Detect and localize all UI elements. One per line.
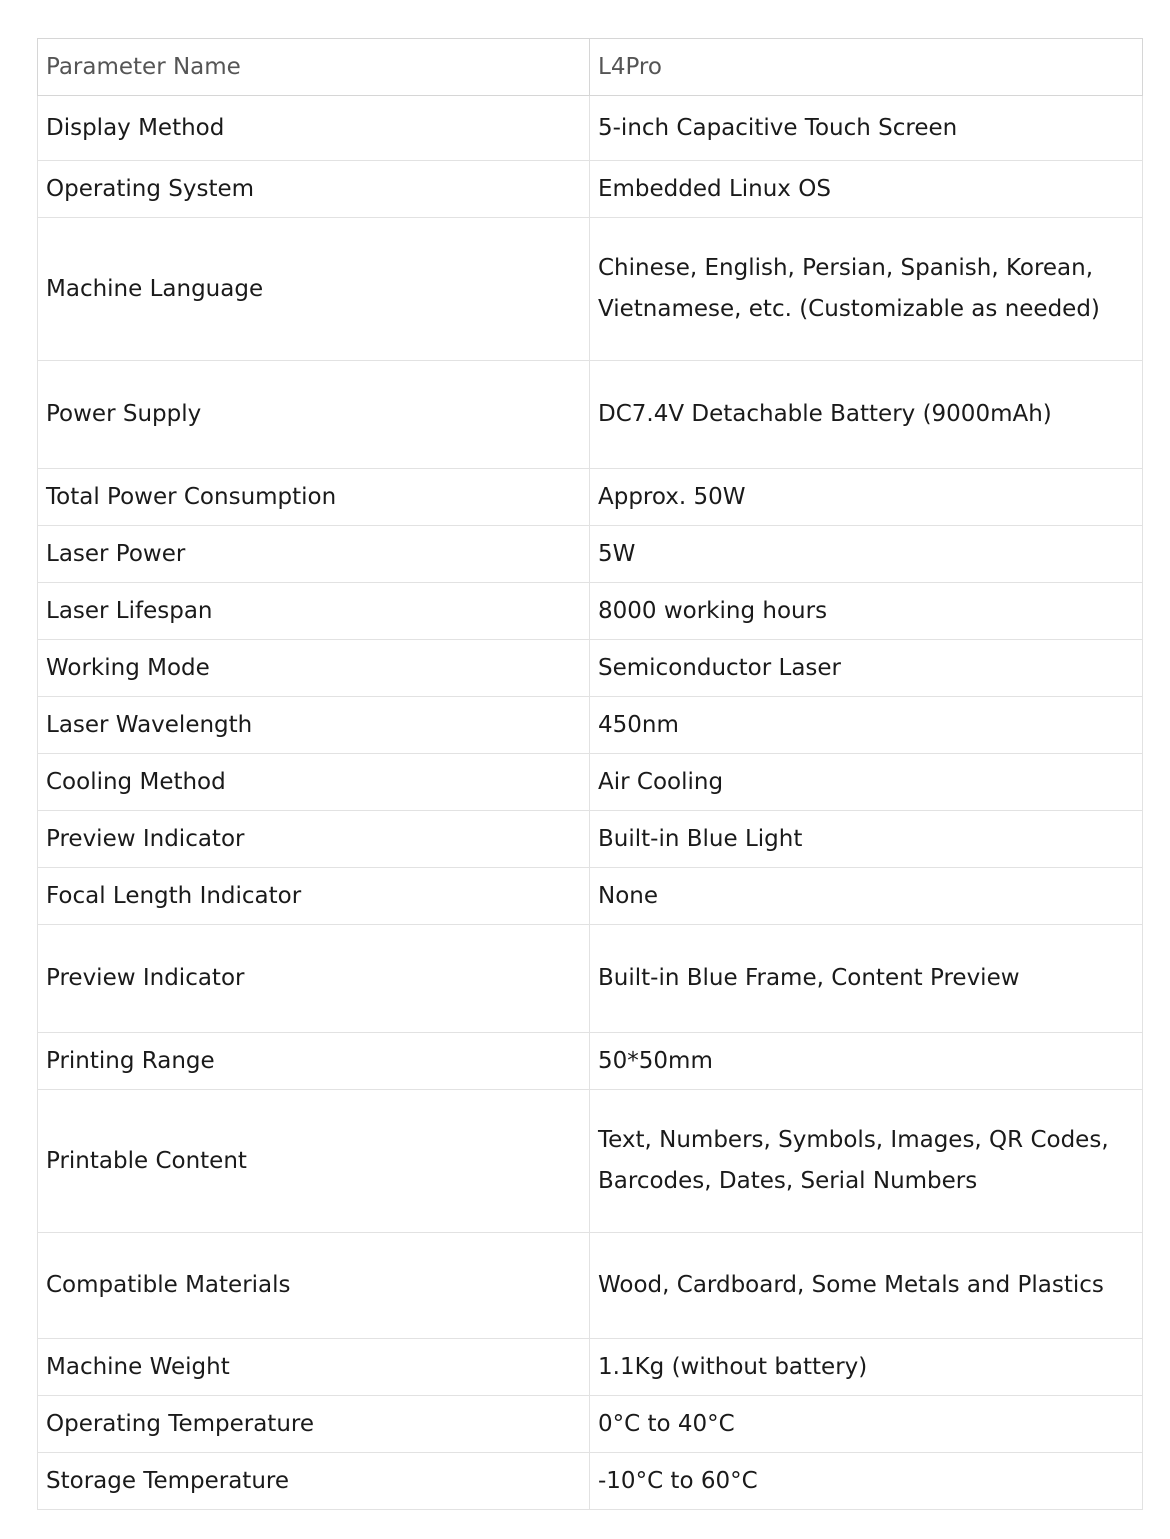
table-body — [38, 96, 1143, 1510]
table-header — [38, 39, 1143, 96]
value-cell: Built-in Blue Frame, Content Preview — [590, 925, 1143, 1033]
param-cell: Laser Lifespan — [38, 583, 590, 640]
table-row — [38, 583, 1143, 640]
param-cell: Cooling Method — [38, 754, 590, 811]
param-cell: Working Mode — [38, 640, 590, 697]
value-cell: Wood, Cardboard, Some Metals and Plastics — [590, 1233, 1143, 1339]
table-row — [38, 640, 1143, 697]
table-row — [38, 925, 1143, 1033]
value-cell: 5-inch Capacitive Touch Screen — [590, 96, 1143, 161]
table-row — [38, 868, 1143, 925]
value-cell: Semiconductor Laser — [590, 640, 1143, 697]
param-cell: Display Method — [38, 96, 590, 161]
table-row — [38, 526, 1143, 583]
spec-table — [37, 38, 1143, 1510]
header-value: L4Pro — [590, 39, 1143, 96]
value-cell: Chinese, English, Persian, Spanish, Korean, Vietnamese, etc. (Customizable as needed) — [590, 218, 1143, 361]
param-cell: Power Supply — [38, 361, 590, 469]
table-row — [38, 1233, 1143, 1339]
value-cell: Built-in Blue Light — [590, 811, 1143, 868]
param-cell: Laser Power — [38, 526, 590, 583]
param-cell: Storage Temperature — [38, 1453, 590, 1510]
table-row — [38, 754, 1143, 811]
header-row — [38, 39, 1143, 96]
table-row — [38, 1033, 1143, 1090]
value-cell: 0°C to 40°C — [590, 1396, 1143, 1453]
value-cell: -10°C to 60°C — [590, 1453, 1143, 1510]
table-row — [38, 1453, 1143, 1510]
table-row — [38, 469, 1143, 526]
table-row — [38, 811, 1143, 868]
param-cell: Operating Temperature — [38, 1396, 590, 1453]
value-cell: Air Cooling — [590, 754, 1143, 811]
param-cell: Laser Wavelength — [38, 697, 590, 754]
param-cell: Compatible Materials — [38, 1233, 590, 1339]
param-cell: Operating System — [38, 161, 590, 218]
table-row — [38, 1396, 1143, 1453]
value-cell: 8000 working hours — [590, 583, 1143, 640]
param-cell: Printing Range — [38, 1033, 590, 1090]
value-cell: Approx. 50W — [590, 469, 1143, 526]
value-cell: Text, Numbers, Symbols, Images, QR Codes, Barcodes, Dates, Serial Numbers — [590, 1090, 1143, 1233]
table-row — [38, 697, 1143, 754]
value-cell: Embedded Linux OS — [590, 161, 1143, 218]
table-row — [38, 218, 1143, 361]
table-row — [38, 1339, 1143, 1396]
table-row — [38, 1090, 1143, 1233]
table-row — [38, 361, 1143, 469]
param-cell: Preview Indicator — [38, 811, 590, 868]
table-row — [38, 161, 1143, 218]
param-cell: Printable Content — [38, 1090, 590, 1233]
param-cell: Machine Weight — [38, 1339, 590, 1396]
value-cell: 5W — [590, 526, 1143, 583]
value-cell: 450nm — [590, 697, 1143, 754]
table-row — [38, 96, 1143, 161]
param-cell: Preview Indicator — [38, 925, 590, 1033]
param-cell: Total Power Consumption — [38, 469, 590, 526]
value-cell: 1.1Kg (without battery) — [590, 1339, 1143, 1396]
value-cell: None — [590, 868, 1143, 925]
value-cell: 50*50mm — [590, 1033, 1143, 1090]
param-cell: Machine Language — [38, 218, 590, 361]
value-cell: DC7.4V Detachable Battery (9000mAh) — [590, 361, 1143, 469]
param-cell: Focal Length Indicator — [38, 868, 590, 925]
header-param: Parameter Name — [38, 39, 590, 96]
